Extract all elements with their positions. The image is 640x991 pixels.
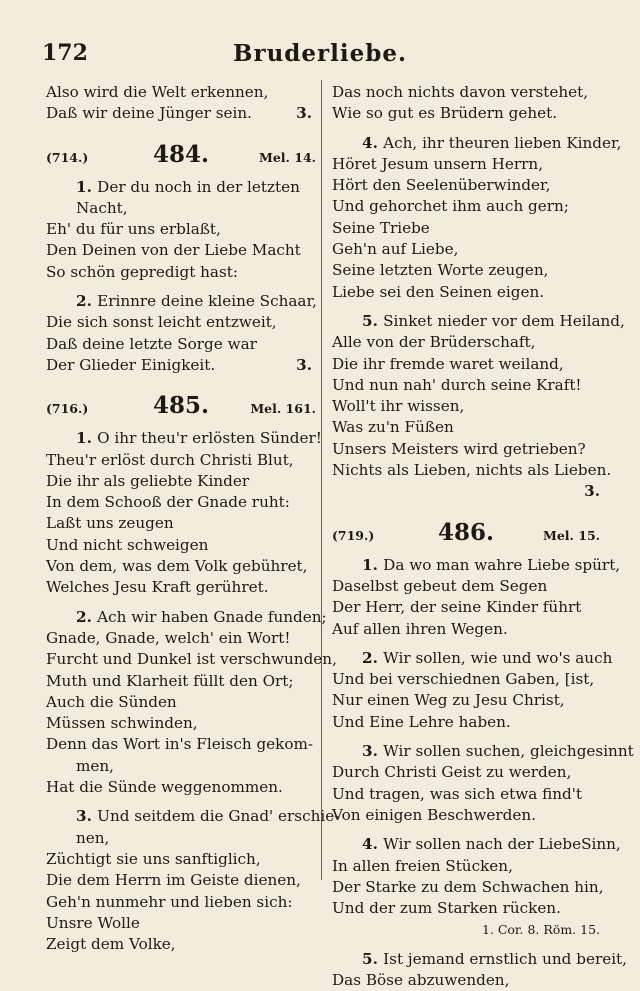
verse-line [332,282,600,303]
verse-line [46,177,316,198]
verse-line [332,712,600,733]
page-header [0,40,640,72]
verse-line [332,218,600,239]
verse-text: nen, [76,828,110,847]
verse-text: Welches Jesu Kraft gerühret. [46,578,269,597]
verse-text: Daselbst gebeut dem Segen [332,576,548,595]
verse-text: Von einigen Beschwerden. [332,805,536,824]
verse-text: Woll't ihr wissen, [332,397,465,416]
verse-text: Daß wir deine Jünger sein. [46,104,253,123]
verse-text: Wir sollen nach der LiebeSinn, [383,835,621,854]
verse-line [46,240,316,261]
verse-number: 3. [362,742,384,761]
verse-line [332,239,600,260]
verse-line [332,970,600,991]
verse-text: Denn das Wort in's Fleisch gekom- [46,735,314,754]
verse-number: 1. [76,429,98,448]
verse-line [46,806,340,827]
verse-text: Eh' du für uns erblaßt, [46,220,221,239]
verse-line [46,756,316,777]
verse-line [332,196,600,217]
verse-line [332,439,600,460]
hymn-number: 484. [152,140,210,168]
verse-text: Und Eine Lehre haben. [332,712,511,731]
verse-line [332,311,625,332]
verse-text: Durch Christi Geist zu werden, [332,763,572,782]
stanza-gap [332,640,600,648]
hymn-number: 486. [437,518,495,546]
column-divider [321,80,322,880]
verse-text: Was zu'n Füßen [332,418,454,437]
verse-text: Zeigt dem Volke, [46,935,176,954]
verse-line [332,555,621,576]
stanza-gap [46,125,316,137]
verse-line [46,713,316,734]
stanza-gap [332,125,600,133]
stanza-gap [46,376,316,388]
verse-line [332,332,600,353]
verse-text: Daß deine letzte Sorge war [46,334,257,353]
verse-text: Muth und Klarheit füllt den Ort; [46,671,294,690]
verse-line [46,334,316,355]
verse-text: Seine letzten Worte zeugen, [332,261,549,280]
verse-text: Müssen schwinden, [46,714,198,733]
verse-line [46,428,322,449]
verse-line [46,734,316,755]
verse-line [332,741,634,762]
verse-line [46,649,337,670]
verse-line [332,103,600,124]
hymn-header [46,392,316,422]
verse-text: Die ihr als geliebte Kinder [46,471,250,490]
verse-text: Unsre Wolle [46,913,140,932]
right-column [332,82,634,991]
hymn-melody: Mel. 14. [259,149,316,165]
verse-text: Das noch nichts davon verstehet, [332,83,589,101]
hymn-number: 485. [152,392,210,420]
verse-line [332,133,622,154]
verse-line [46,219,316,240]
verse-text: Das Böse abzuwenden, [332,970,510,989]
verse-line [46,312,316,333]
verse-number: 1. [76,177,98,196]
verse-text: Den Deinen von der Liebe Macht [46,241,301,260]
verse-line [332,856,600,877]
verse-text: Nur einen Weg zu Jesu Christ, [332,691,565,710]
verse-text: Und tragen, was sich etwa find't [332,784,583,803]
verse-text: Wir sollen, wie und wo's auch [383,648,613,667]
verse-text: men, [76,756,114,775]
verse-line [46,892,316,913]
verse-text: Züchtigt sie uns sanftiglich, [46,849,261,868]
verse-line [332,260,600,281]
verse-line [46,671,316,692]
verse-line [46,450,316,471]
verse-line [332,877,604,898]
verse-text: Höret Jesum unsern Herrn, [332,154,544,173]
verse-text: Und bei verschiednen Gaben, [ist, [332,670,595,689]
verse-line [46,870,316,891]
verse-line [332,82,600,103]
page-title: Bruderliebe. [233,40,407,67]
verse-repeat-mark: 3. [296,355,312,374]
verse-line [46,103,316,124]
verse-line [332,805,600,826]
stanza-gap [46,283,316,291]
verse-text: Also wird die Welt erkennen, [46,83,269,101]
verse-number: 1. [362,555,384,574]
verse-text: Theu'r erlöst durch Christi Blut, [46,450,294,469]
stanza-gap [46,798,316,806]
verse-line [332,619,600,640]
verse-text: Wie so gut es Brüdern gehet. [332,104,558,123]
verse-line [46,513,316,534]
verse-text: Furcht und Dunkel ist verschwunden, [46,650,337,669]
verse-number: 3. [76,807,98,826]
verse-line [332,597,600,618]
verse-line [46,828,316,849]
verse-number: 2. [76,607,98,626]
verse-line [332,175,600,196]
verse-text: Die dem Herrn im Geiste dienen, [46,871,301,890]
hymn-header [332,519,600,549]
stanza-gap [332,303,600,311]
verse-text: Erinnre deine kleine Schaar, [97,292,317,311]
hymn-melody: Mel. 161. [250,401,316,417]
verse-line [46,913,316,934]
verse-line [46,535,316,556]
page-number: 172 [42,40,88,66]
verse-number: 2. [362,648,384,667]
verse-text: Sinket nieder vor dem Heiland, [383,311,625,330]
verse-text: Und seitdem die Gnad' erschie- [97,807,340,826]
verse-line [332,375,600,396]
verse-text: Geh'n auf Liebe, [332,240,459,259]
verse-line [332,576,600,597]
scripture-reference: 1. Cor. 8. Röm. 15. [481,922,600,938]
verse-line [332,762,600,783]
verse-repeat-mark: 3. [584,482,600,501]
verse-line [332,949,627,970]
hymn-melody: Mel. 15. [543,527,600,543]
verse-text: Gnade, Gnade, welch' ein Wort! [46,628,291,647]
verse-line [332,354,600,375]
verse-text: Auf allen ihren Wegen. [332,619,508,638]
verse-line [332,690,600,711]
verse-text: O ihr theu'r erlösten Sünder! [97,429,322,448]
verse-text: Nichts als Lieben, nichts als Lieben. [332,461,612,480]
verse-line [332,784,600,805]
verse-text: Und der zum Starken rücken. [332,899,561,918]
verse-text: So schön gepredigt hast: [46,262,238,281]
verse-text: In allen freien Stücken, [332,856,513,875]
verse-text: Von dem, was dem Volk gebühret, [46,557,308,576]
verse-text: Auch die Sünden [46,692,177,711]
verse-text: Laßt uns zeugen [46,514,174,533]
verse-text: Geh'n nunmehr und lieben sich: [46,892,293,911]
verse-text: Ist jemand ernstlich und bereit, [383,949,627,968]
verse-line [46,556,316,577]
verse-text: Der du noch in der letzten [97,177,300,196]
verse-text: Liebe sei den Seinen eigen. [332,282,545,301]
verse-line [46,692,316,713]
verse-text: Ach wir haben Gnade funden; [97,607,327,626]
verse-text: Und nun nah' durch seine Kraft! [332,375,582,394]
verse-line [46,934,316,955]
verse-text: Der Starke zu dem Schwachen hin, [332,877,604,896]
verse-text: Nacht, [76,198,128,217]
verse-line [332,417,600,438]
verse-number: 5. [362,311,384,330]
verse-line [332,898,600,919]
verse-line [332,154,600,175]
verse-text: Unsers Meisters wird getrieben? [332,439,586,458]
verse-line [46,777,316,798]
verse-line [46,262,316,283]
verse-text: Hört den Seelenüberwinder, [332,176,551,195]
verse-text: Ach, ihr theuren lieben Kinder, [383,133,622,152]
verse-text: Und gehorchet ihm auch gern; [332,197,569,216]
verse-text: Wir sollen suchen, gleichgesinnt [383,742,634,761]
verse-text: Die ihr fremde waret weiland, [332,354,564,373]
verse-number: 4. [362,133,384,152]
stanza-gap [332,826,600,834]
hymn-header [46,141,316,171]
verse-line [46,355,316,376]
verse-line [46,291,316,312]
verse-text: Seine Triebe [332,218,430,237]
verse-line [46,607,327,628]
stanza-gap [332,733,600,741]
verse-text: Der Glieder Einigkeit. [46,355,216,374]
verse-number: 5. [362,949,384,968]
verse-line [46,82,316,103]
verse-number: 2. [76,292,98,311]
verse-repeat-mark: 3. [296,104,312,123]
verse-text: Der Herr, der seine Kinder führt [332,598,582,617]
hymn-reference: (714.) [46,149,89,165]
verse-text: In dem Schooß der Gnade ruht: [46,493,290,512]
verse-line [332,648,613,669]
verse-text: Und nicht schweigen [46,535,209,554]
verse-line [46,492,316,513]
hymn-reference: (716.) [46,401,89,417]
verse-text: Alle von der Brüderschaft, [332,333,536,352]
verse-line [46,628,316,649]
hymn-reference: (719.) [332,527,375,543]
stanza-gap [46,599,316,607]
verse-line [332,460,612,481]
verse-line [332,669,600,690]
verse-text: Da wo man wahre Liebe spürt, [383,555,621,574]
stanza-gap [332,503,600,515]
verse-line [46,849,316,870]
verse-line [332,834,621,855]
verse-text: Hat die Sünde weggenommen. [46,778,283,797]
verse-line [46,471,316,492]
stanza-gap [332,941,600,949]
verse-line [46,198,316,219]
verse-line [332,396,600,417]
left-column [46,82,340,955]
verse-text: Die sich sonst leicht entzweit, [46,313,277,332]
verse-line [46,577,316,598]
verse-number: 4. [362,835,384,854]
